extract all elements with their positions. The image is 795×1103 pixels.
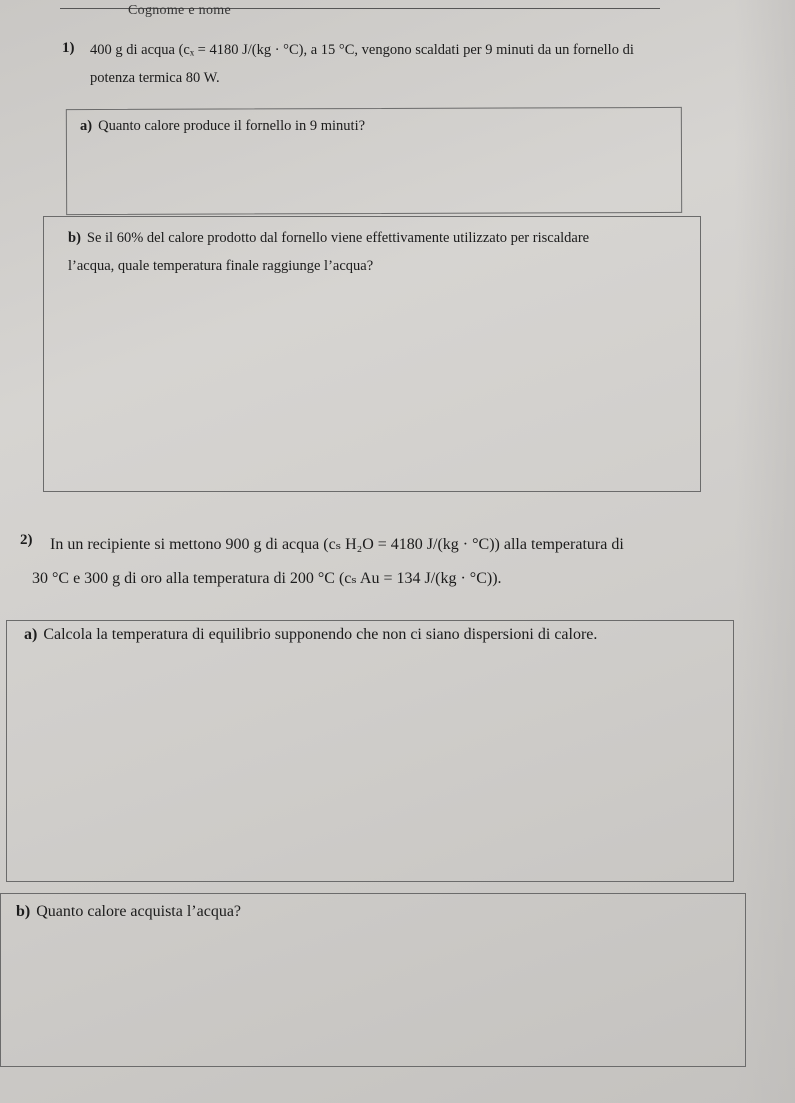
name-line	[60, 3, 660, 18]
name-label: Cognome e nome	[128, 3, 231, 18]
question-1a	[80, 118, 365, 135]
question-1b-line-2: l’acqua, quale temperatura finale raggiunge l’acqua?	[68, 258, 374, 274]
question-2-line-1: In un recipiente si mettono 900 g di acqua (cₛ H₂O = 4180 J/(kg · °C)) alla temperatura di	[50, 536, 624, 553]
question-2b	[16, 903, 241, 921]
question-2a-tag: a)	[24, 626, 38, 643]
question-1a-tag: a)	[80, 118, 93, 134]
question-2b-text: Quanto calore acquista l’acqua?	[36, 903, 242, 920]
question-2a	[24, 626, 597, 644]
question-2-line-2: 30 °C e 300 g di oro alla temperatura di 200 °C (cₛ Au = 134 J/(kg · °C)).	[32, 570, 502, 587]
question-1-number: 1)	[62, 40, 75, 56]
question-2a-text: Calcola la temperatura di equilibrio supponendo che non ci siano dispersioni di calore.	[43, 626, 598, 643]
question-1-text	[90, 36, 740, 92]
question-2-text	[32, 528, 750, 596]
answer-box-2a[interactable]	[6, 620, 734, 882]
question-2b-tag: b)	[16, 903, 31, 920]
question-2-number: 2)	[20, 532, 33, 548]
question-1-line-1: 400 g di acqua (cₓ = 4180 J/(kg · °C), a 15 °C, vengono scaldati per 9 minuti da un fornello di	[90, 42, 634, 58]
question-1-line-2: potenza termica 80 W.	[90, 70, 220, 86]
question-1b-line-1: Se il 60% del calore prodotto dal fornello viene effettivamente utilizzato per riscaldare	[86, 230, 590, 246]
question-1a-text: Quanto calore produce il fornello in 9 minuti?	[98, 118, 366, 134]
question-1b	[68, 224, 589, 280]
question-1b-tag: b)	[68, 230, 81, 246]
